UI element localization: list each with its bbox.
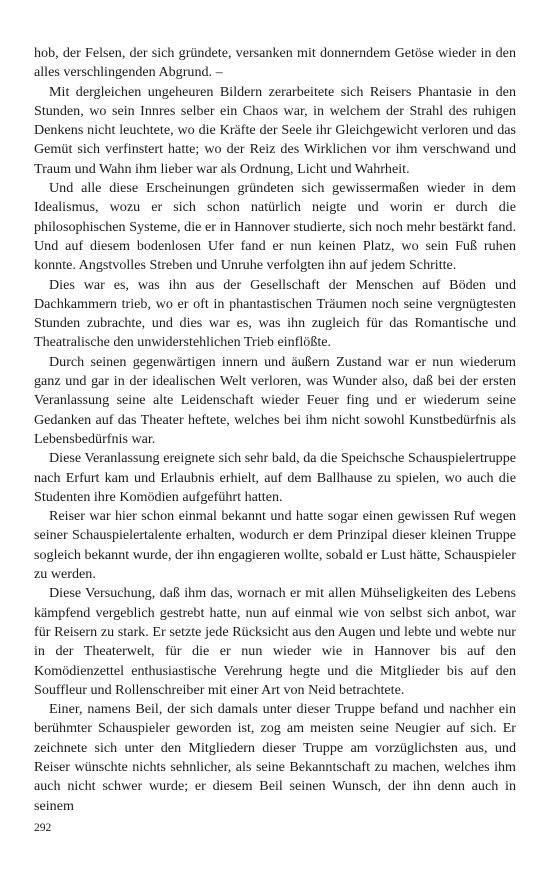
paragraph-8: Diese Versuchung, daß ihm das, wornach er mit allen Mühseligkeiten des Lebens kämpfend vergeblich gestrebt hatte, nun auf einmal wie von selbst sich anbot, war für Reisern zu stark. Er setzte jede Rücksicht aus den Augen und lebte und webte nur in der Theaterwelt, für die er nun wieder wie in Hannover bis auf den Komödienzettel enthusiastische Verehrung hegte und die Mitglieder bis auf den Souffleur und Rollenschreiber mit einer Art von Neid betrachtete.	[34, 585, 516, 698]
paragraph-1: hob, der Felsen, der sich gründete, versanken mit donnerndem Getöse wieder in den alles verschlingenden Abgrund. –	[34, 45, 516, 81]
paragraph-3: Und alle diese Erscheinungen gründeten sich gewissermaßen wieder in dem Idealismus, wozu er sich schon natürlich neigte und worin er durch die philosophischen Systeme, die er in Hannover studierte, sich noch mehr bestärkt fand. Und auf diesem bodenlosen Ufer fand er nun keinen Platz, wo sein Fuß ruhen konnte. Angstvolles Streben und Unruhe verfolgten ihn auf jedem Schritte.	[34, 180, 516, 274]
paragraph-9: Einer, namens Beil, der sich damals unter dieser Truppe befand und nachher ein berühmter Schauspieler geworden ist, zog am meisten seine Neugier auf sich. Er zeichnete sich unter den Mitgliedern dieser Truppe am vorzüglichsten aus, und Reiser wünschte nichts sehnlicher, als seine Bekanntschaft zu machen, welches ihm auch nicht schwer wurde; er diesem Beil seinen Wunsch, der ihn denn auch in seinem	[34, 701, 516, 814]
paragraph-5: Durch seinen gegenwärtigen innern und äußern Zustand war er nun wiederum ganz und gar in der idealischen Welt verloren, was Wunder also, daß bei der ersten Veranlassung seine alte Leidenschaft wieder Feuer fing und er wiederum seine Gedanken auf das Theater heftete, welches bei ihm nicht sowohl Kunstbedürfnis als Lebensbedürfnis war.	[34, 353, 516, 447]
paragraph-2: Mit dergleichen ungeheuren Bildern zerarbeitete sich Reisers Phantasie in den Stunden, wo sein Innres selber ein Chaos war, in welchem der Strahl des ruhigen Denkens nicht leuchtete, wo die Kräfte der Seele ihr Gleichgewicht verloren und das Gemüt sich verfinstert hatte; wo der Reiz des Wirklichen vor ihm verschwand und Traum und Wahn ihm lieber war als Ordnung, Licht und Wahrheit.	[34, 83, 516, 177]
paragraph-4: Dies war es, was ihn aus der Gesellschaft der Menschen auf Böden und Dachkammern trieb, wo er oft in phantastischen Träumen noch seine vergnügtesten Stunden zubrachte, und dies war es, was ihn zugleich für das Romantische und Theatralische den unwiderstehlichen Trieb einflößte.	[34, 276, 516, 351]
paragraph-7: Reiser war hier schon einmal bekannt und hatte sogar einen gewissen Ruf wegen seiner Schauspielertalente erhalten, wodurch er dem Prinzipal dieser kleinen Truppe sogleich bekannt wurde, der ihn engagieren wollte, sobald er Lust hätte, Schauspieler zu werden.	[34, 508, 516, 583]
book-page-body	[34, 44, 516, 816]
paragraph-6: Diese Veranlassung ereignete sich sehr bald, da die Speichsche Schauspielertruppe nach Erfurt kam und Erlaubnis erhielt, auf dem Ballhause zu spielen, wo auch die Studenten ihre Komödien aufgeführt hatten.	[34, 450, 516, 505]
page-number: 292	[34, 822, 52, 834]
